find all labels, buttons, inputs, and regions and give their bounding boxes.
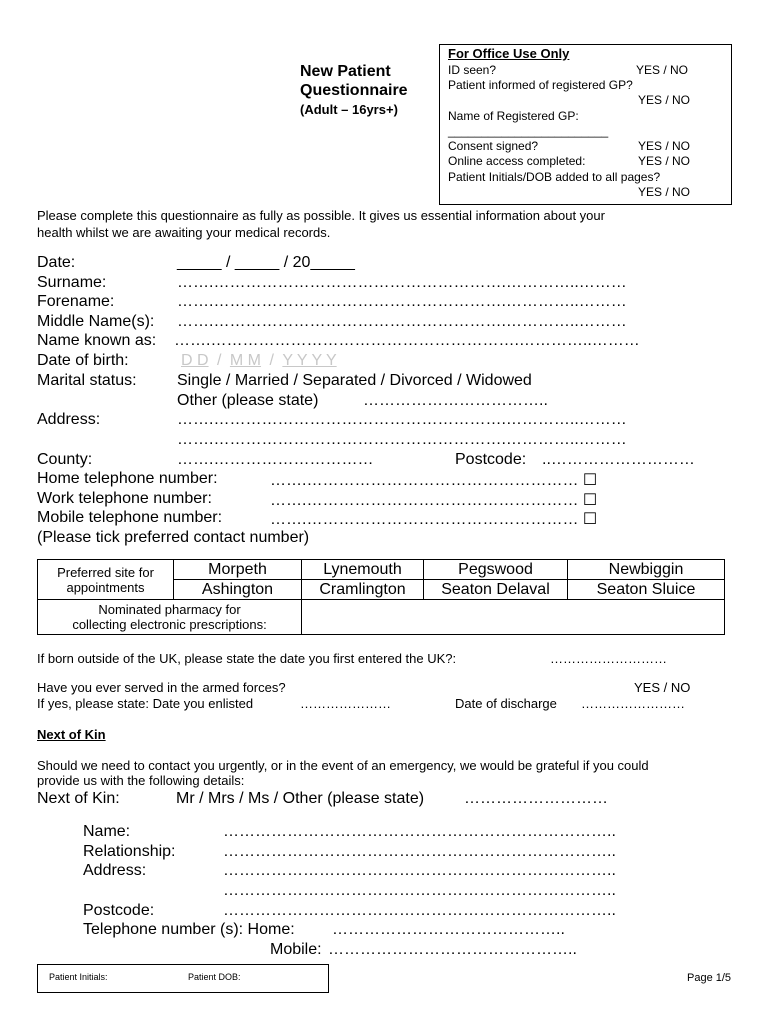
office-gp-name-line[interactable]: ________________________ xyxy=(448,124,609,138)
nok-name-field[interactable]: ……………………………………………………………….. xyxy=(223,823,616,840)
known-as-field[interactable]: …….………………………………………………….…………..……… xyxy=(174,332,640,349)
nok-telephone-label: Telephone number (s): Home: xyxy=(83,921,295,938)
surname-label: Surname: xyxy=(37,274,107,291)
nok-titles[interactable]: Mr / Mrs / Ms / Other (please state) xyxy=(176,790,425,807)
office-use-title: For Office Use Only xyxy=(448,46,570,61)
home-tel-dots[interactable]: …….…………………………………………… xyxy=(270,472,579,489)
office-consent-yesno[interactable]: YES / NO xyxy=(638,139,691,153)
dob-year[interactable]: Y Y Y Y xyxy=(282,352,337,369)
nok-label: Next of Kin: xyxy=(37,790,120,807)
armed-forces-yesno[interactable]: YES / NO xyxy=(634,680,691,695)
nok-postcode-label: Postcode: xyxy=(83,902,155,919)
nok-heading: Next of Kin xyxy=(37,727,106,742)
marital-other-field[interactable]: …………………………….. xyxy=(363,392,548,409)
nok-other-field[interactable]: ……………………… xyxy=(464,790,608,807)
forename-label: Forename: xyxy=(37,293,115,310)
office-online-label: Online access completed: xyxy=(448,154,586,168)
nok-postcode-field[interactable]: ……………………………………………………………….. xyxy=(223,902,616,919)
footer-patient-box xyxy=(37,964,329,993)
marital-other-label[interactable]: Other (please state) xyxy=(177,392,319,409)
dob-field[interactable]: D D / M M / Y Y Y Y xyxy=(177,352,341,370)
nok-name-label: Name: xyxy=(83,823,131,840)
uk-entry-question: If born outside of the UK, please state the date you first entered the UK?: xyxy=(37,651,457,666)
preferred-site-table xyxy=(37,559,725,635)
tick-note: (Please tick preferred contact number) xyxy=(37,529,310,546)
nok-mobile-label: Mobile: xyxy=(270,941,322,958)
site-option-ashington[interactable]: Ashington xyxy=(174,580,302,600)
site-option-newbiggin[interactable]: Newbiggin xyxy=(568,560,725,580)
date-field[interactable]: _____ / _____ / 20_____ xyxy=(177,254,355,271)
known-as-label: Name known as: xyxy=(37,332,157,349)
site-option-lynemouth[interactable]: Lynemouth xyxy=(302,560,424,580)
discharge-label: Date of discharge xyxy=(455,696,557,711)
address-line1-field[interactable]: …….……………………………………………….…………..……… xyxy=(177,411,627,428)
form-subtitle: (Adult – 16yrs+) xyxy=(300,102,398,117)
intro-line1: Please complete this questionnaire as fully as possible. It gives us essential information about your xyxy=(37,208,605,223)
home-tel-label: Home telephone number: xyxy=(37,470,218,487)
armed-forces-question: Have you ever served in the armed forces? xyxy=(37,680,286,695)
site-option-morpeth[interactable]: Morpeth xyxy=(174,560,302,580)
site-row-1 xyxy=(38,560,725,580)
office-gp-name-label: Name of Registered GP: xyxy=(448,109,579,123)
work-tel-label: Work telephone number: xyxy=(37,490,212,507)
uk-entry-field[interactable]: ……………………… xyxy=(550,651,667,666)
mobile-tel-dots[interactable]: …….…………………………………………… xyxy=(270,511,579,528)
nok-relationship-label: Relationship: xyxy=(83,843,176,860)
dob-label: Date of birth: xyxy=(37,352,129,369)
nok-home-field[interactable]: …………………………………….. xyxy=(332,921,565,938)
office-online-yesno[interactable]: YES / NO xyxy=(638,154,691,168)
site-option-pegswood[interactable]: Pegswood xyxy=(424,560,568,580)
nok-intro-line2: provide us with the following details: xyxy=(37,773,245,788)
nok-mobile-field[interactable]: ……………………………………….. xyxy=(328,941,577,958)
home-tel-checkbox[interactable]: ☐ xyxy=(582,472,598,489)
date-label: Date: xyxy=(37,254,76,271)
marital-options[interactable]: Single / Married / Separated / Divorced / Widowed xyxy=(177,372,532,389)
site-option-seaton-sluice[interactable]: Seaton Sluice xyxy=(568,580,725,600)
intro-line2: health whilst we are awaiting your medical records. xyxy=(37,225,331,240)
middle-name-field[interactable]: …….……………………………………………….…………..……… xyxy=(177,313,627,330)
home-tel-field[interactable] xyxy=(270,470,597,490)
nok-intro-line1: Should we need to contact you urgently, or in the event of an emergency, we would be grateful if you could xyxy=(37,758,649,773)
enlisted-label: If yes, please state: Date you enlisted xyxy=(37,696,254,711)
office-consent-label: Consent signed? xyxy=(448,139,539,153)
work-tel-checkbox[interactable]: ☐ xyxy=(582,492,598,509)
form-title-line1: New Patient xyxy=(300,63,391,80)
site-option-seaton-delaval[interactable]: Seaton Delaval xyxy=(424,580,568,600)
enlisted-field[interactable]: ………………… xyxy=(300,696,391,711)
site-option-cramlington[interactable]: Cramlington xyxy=(302,580,424,600)
preferred-site-label: Preferred site for appointments xyxy=(38,560,174,600)
dob-month[interactable]: M M xyxy=(229,352,262,369)
office-gp-informed-yesno[interactable]: YES / NO xyxy=(638,93,691,107)
office-use-box xyxy=(439,44,732,205)
nok-address-label: Address: xyxy=(83,862,147,879)
pharmacy-field[interactable] xyxy=(302,600,725,635)
office-id-seen-label: ID seen? xyxy=(448,63,497,77)
page-number: Page 1/5 xyxy=(687,972,732,984)
work-tel-field[interactable] xyxy=(270,490,597,510)
postcode-field[interactable]: ..……………………… xyxy=(542,451,695,468)
address-line2-field[interactable]: …….……………………………………………….…………..……… xyxy=(177,431,627,448)
nok-address-line1-field[interactable]: ……………………………………………………………….. xyxy=(223,862,616,879)
mobile-tel-checkbox[interactable]: ☐ xyxy=(582,511,598,528)
office-gp-informed-label: Patient informed of registered GP? xyxy=(448,78,633,92)
marital-label: Marital status: xyxy=(37,372,137,389)
county-field[interactable]: …….………………………… xyxy=(177,451,374,468)
mobile-tel-label: Mobile telephone number: xyxy=(37,509,223,526)
middle-name-label: Middle Name(s): xyxy=(37,313,155,330)
county-label: County: xyxy=(37,451,93,468)
address-label: Address: xyxy=(37,411,101,428)
discharge-field[interactable]: …………………… xyxy=(581,696,685,711)
office-id-seen-yesno[interactable]: YES / NO xyxy=(636,63,689,77)
office-initials-label: Patient Initials/DOB added to all pages? xyxy=(448,170,661,184)
postcode-label: Postcode: xyxy=(455,451,527,468)
form-title-line2: Questionnaire xyxy=(300,82,408,99)
office-initials-yesno[interactable]: YES / NO xyxy=(638,185,691,199)
pharmacy-label: Nominated pharmacy for collecting electronic prescriptions: xyxy=(38,600,302,635)
pharmacy-row xyxy=(38,600,725,635)
footer-initials-label[interactable]: Patient Initials: xyxy=(49,972,108,982)
forename-field[interactable]: …….……………………………………………….…………..……… xyxy=(177,293,627,310)
footer-dob-label[interactable]: Patient DOB: xyxy=(188,972,241,982)
nok-relationship-field[interactable]: ……………………………………………………………….. xyxy=(223,843,616,860)
mobile-tel-field[interactable] xyxy=(270,509,597,529)
nok-address-line2-field[interactable]: ……………………………………………………………….. xyxy=(223,882,616,899)
work-tel-dots[interactable]: …….…………………………………………… xyxy=(270,492,579,509)
dob-day[interactable]: D D xyxy=(181,352,209,369)
surname-field[interactable]: …….……………………………………………….…………..……… xyxy=(177,274,627,291)
